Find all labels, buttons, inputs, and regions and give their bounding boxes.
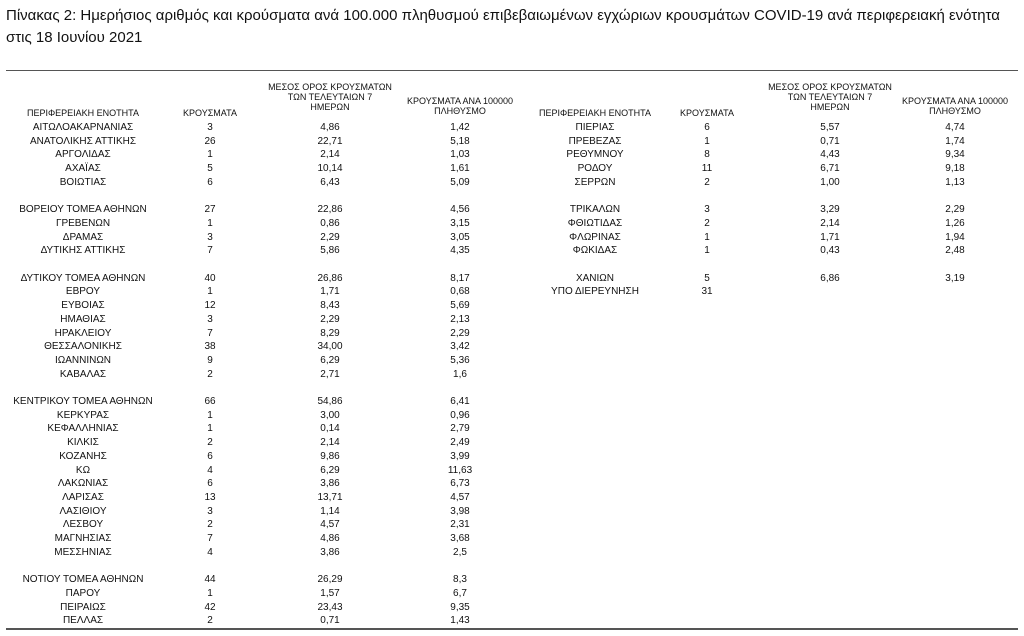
- left-row-region: ΛΑΚΩΝΙΑΣ: [57, 478, 109, 489]
- right-row-rate: 2,48: [945, 245, 965, 256]
- left-row-avg: 2,14: [320, 437, 340, 448]
- left-row-cases: 7: [207, 328, 213, 339]
- right-row-rate: 9,18: [945, 163, 965, 174]
- left-row-cases: 1: [207, 149, 213, 160]
- left-row-region: ΒΟΡΕΙΟΥ ΤΟΜΕΑ ΑΘΗΝΩΝ: [19, 204, 147, 215]
- right-row-rate: 1,94: [945, 232, 965, 243]
- left-row-cases: 4: [207, 547, 213, 558]
- left-row-region: ΑΧΑΪΑΣ: [65, 163, 101, 174]
- left-row-avg: 2,71: [320, 369, 340, 380]
- left-row-region: ΔΥΤΙΚΗΣ ΑΤΤΙΚΗΣ: [40, 245, 126, 256]
- right-row-avg: 1,00: [820, 177, 840, 188]
- right-row-rate: [890, 259, 1020, 271]
- left-row-region: ΑΡΓΟΛΙΔΑΣ: [55, 149, 111, 160]
- left-row-cases: 1: [207, 410, 213, 421]
- right-row-region: ΠΙΕΡΙΑΣ: [575, 122, 615, 133]
- right-row-cases: 1: [704, 245, 710, 256]
- left-row-region: ΚΕΝΤΡΙΚΟΥ ΤΟΜΕΑ ΑΘΗΝΩΝ: [13, 396, 153, 407]
- left-row-cases: 5: [207, 163, 213, 174]
- left-row-avg: 4,86: [320, 533, 340, 544]
- right-row-region: ΠΡΕΒΕΖΑΣ: [568, 136, 622, 147]
- left-header-avg-line3: ΗΜΕΡΩΝ: [310, 102, 350, 112]
- left-row-rate: 3,98: [450, 506, 470, 517]
- left-row-cases: 26: [204, 136, 216, 147]
- left-row-rate: 4,57: [450, 492, 470, 503]
- left-row-cases: 2: [207, 519, 213, 530]
- left-row-rate: 2,49: [450, 437, 470, 448]
- left-row-rate: 1,03: [450, 149, 470, 160]
- left-row-cases: [180, 191, 240, 203]
- right-header-rate-line1: ΚΡΟΥΣΜΑΤΑ ΑΝΑ 100000: [902, 96, 1008, 106]
- left-row-region: ΚΙΛΚΙΣ: [67, 437, 99, 448]
- left-row-region: ΔΥΤΙΚΟΥ ΤΟΜΕΑ ΑΘΗΝΩΝ: [20, 273, 146, 284]
- left-row-rate: 1,61: [450, 163, 470, 174]
- left-row-cases: 7: [207, 533, 213, 544]
- left-row-avg: 10,14: [317, 163, 343, 174]
- right-row-avg: 6,71: [820, 163, 840, 174]
- left-row-cases: 6: [207, 478, 213, 489]
- left-row-avg: 1,57: [320, 588, 340, 599]
- right-header-region: ΠΕΡΙΦΕΡΕΙΑΚΗ ΕΝΟΤΗΤΑ: [538, 108, 652, 118]
- right-header-avg-line2: ΤΩΝ ΤΕΛΕΥΤΑΙΩΝ 7: [787, 92, 873, 102]
- left-header-rate-line2: ΠΛΗΘΥΣΜΟ: [434, 106, 486, 116]
- right-row-rate: [890, 191, 1020, 203]
- bottom-rule: [6, 628, 1018, 630]
- left-row-cases: 38: [204, 341, 216, 352]
- left-row-rate: 8,17: [450, 273, 470, 284]
- right-row-region: ΦΘΙΩΤΙΔΑΣ: [567, 218, 623, 229]
- left-row-region: ΔΡΑΜΑΣ: [62, 232, 104, 243]
- left-row-rate: 2,29: [450, 328, 470, 339]
- right-header-cases: ΚΡΟΥΣΜΑΤΑ: [680, 108, 734, 118]
- right-row-avg: 3,29: [820, 204, 840, 215]
- left-row-rate: 2,31: [450, 519, 470, 530]
- left-row-region: ΙΩΑΝΝΙΝΩΝ: [54, 355, 112, 366]
- right-header-avg-line3: ΗΜΕΡΩΝ: [810, 102, 850, 112]
- left-row-rate: 5,09: [450, 177, 470, 188]
- left-row-region: ΚΟΖΑΝΗΣ: [59, 451, 107, 462]
- left-header-rate-line1: ΚΡΟΥΣΜΑΤΑ ΑΝΑ 100000: [407, 96, 513, 106]
- right-row-cases: 2: [704, 177, 710, 188]
- left-header-avg-line2: ΤΩΝ ΤΕΛΕΥΤΑΙΩΝ 7: [287, 92, 373, 102]
- right-row-avg: 4,43: [820, 149, 840, 160]
- left-row-rate: [395, 191, 525, 203]
- left-row-avg: 23,43: [317, 602, 343, 613]
- left-row-cases: [180, 560, 240, 572]
- left-row-rate: 6,41: [450, 396, 470, 407]
- right-row-region: [520, 191, 670, 203]
- left-row-region: [8, 259, 158, 271]
- left-row-cases: 7: [207, 245, 213, 256]
- right-row-cases: 5: [704, 273, 710, 284]
- left-header-cases: ΚΡΟΥΣΜΑΤΑ: [183, 108, 237, 118]
- top-rule: [6, 70, 1018, 71]
- left-row-cases: 3: [207, 314, 213, 325]
- left-row-avg: 0,86: [320, 218, 340, 229]
- left-row-region: ΕΥΒΟΙΑΣ: [61, 300, 105, 311]
- left-row-region: ΚΕΡΚΥΡΑΣ: [56, 410, 110, 421]
- left-row-avg: 2,29: [320, 314, 340, 325]
- left-row-region: ΗΡΑΚΛΕΙΟΥ: [54, 328, 112, 339]
- left-row-rate: 3,68: [450, 533, 470, 544]
- left-row-avg: [265, 259, 395, 271]
- left-row-avg: 3,86: [320, 478, 340, 489]
- right-header-rate-line2: ΠΛΗΘΥΣΜΟ: [929, 106, 981, 116]
- left-row-cases: 27: [204, 204, 216, 215]
- right-row-rate: 2,29: [945, 204, 965, 215]
- right-row-region: ΦΩΚΙΔΑΣ: [572, 245, 618, 256]
- left-row-avg: 22,71: [317, 136, 343, 147]
- left-row-rate: 8,3: [453, 574, 467, 585]
- left-row-rate: 0,68: [450, 286, 470, 297]
- left-row-cases: 12: [204, 300, 216, 311]
- left-row-region: ΛΑΡΙΣΑΣ: [62, 492, 104, 503]
- left-row-cases: 42: [204, 602, 216, 613]
- left-row-region: ΗΜΑΘΙΑΣ: [60, 314, 106, 325]
- left-row-rate: 6,73: [450, 478, 470, 489]
- page-title: Πίνακας 2: Ημερήσιος αριθμός και κρούσματα ανά 100.000 πληθυσμού επιβεβαιωμένων εγχώριων κρουσμάτων COVID-19 ανά περιφερειακή ενότητα στις 18 Ιουνίου 2021: [6, 7, 1000, 46]
- left-row-region: ΚΩ: [75, 465, 91, 476]
- left-row-cases: [180, 382, 240, 394]
- left-row-rate: 2,79: [450, 423, 470, 434]
- left-row-cases: 2: [207, 437, 213, 448]
- left-row-region: ΚΕΦΑΛΛΗΝΙΑΣ: [47, 423, 119, 434]
- right-row-cases: 8: [704, 149, 710, 160]
- left-row-rate: 3,99: [450, 451, 470, 462]
- right-row-cases: 2: [704, 218, 710, 229]
- right-row-cases: 1: [704, 136, 710, 147]
- left-row-avg: 13,71: [317, 492, 343, 503]
- left-row-cases: 9: [207, 355, 213, 366]
- left-row-avg: [265, 191, 395, 203]
- left-row-cases: 4: [207, 465, 213, 476]
- left-row-region: ΠΕΙΡΑΙΩΣ: [60, 602, 106, 613]
- right-row-cases: 6: [704, 122, 710, 133]
- left-row-rate: 4,35: [450, 245, 470, 256]
- left-row-cases: 3: [207, 122, 213, 133]
- right-row-rate: 1,74: [945, 136, 965, 147]
- right-row-avg: [765, 286, 895, 298]
- right-header-avg-line1: ΜΕΣΟΣ ΟΡΟΣ ΚΡΟΥΣΜΑΤΩΝ: [768, 82, 892, 92]
- right-row-region: ΧΑΝΙΩΝ: [575, 273, 615, 284]
- left-row-rate: 3,05: [450, 232, 470, 243]
- left-row-region: [8, 191, 158, 203]
- left-row-rate: 5,36: [450, 355, 470, 366]
- left-row-rate: [395, 560, 525, 572]
- left-row-avg: 6,29: [320, 465, 340, 476]
- left-row-cases: 1: [207, 423, 213, 434]
- left-row-region: ΛΑΣΙΘΙΟΥ: [59, 506, 107, 517]
- right-row-region: ΦΛΩΡΙΝΑΣ: [569, 232, 621, 243]
- left-row-region: [8, 382, 158, 394]
- left-row-rate: [395, 382, 525, 394]
- left-row-region: ΘΕΣΣΑΛΟΝΙΚΗΣ: [44, 341, 122, 352]
- left-row-rate: 2,5: [453, 547, 467, 558]
- left-row-region: ΑΙΤΩΛΟΑΚΑΡΝΑΝΙΑΣ: [32, 122, 134, 133]
- right-row-rate: 4,74: [945, 122, 965, 133]
- left-row-avg: 2,14: [320, 149, 340, 160]
- right-header-avg: [765, 82, 895, 112]
- left-row-region: ΒΟΙΩΤΙΑΣ: [59, 177, 107, 188]
- left-row-avg: 2,29: [320, 232, 340, 243]
- left-row-region: ΜΑΓΝΗΣΙΑΣ: [54, 533, 112, 544]
- left-row-cases: 1: [207, 286, 213, 297]
- left-row-region: ΠΑΡΟΥ: [65, 588, 101, 599]
- left-row-avg: 3,00: [320, 410, 340, 421]
- left-row-cases: 1: [207, 588, 213, 599]
- left-row-cases: 6: [207, 177, 213, 188]
- left-row-cases: 2: [207, 615, 213, 626]
- left-row-avg: 6,43: [320, 177, 340, 188]
- left-row-cases: 44: [204, 574, 216, 585]
- left-row-rate: 3,42: [450, 341, 470, 352]
- left-row-avg: 8,29: [320, 328, 340, 339]
- left-row-rate: 3,15: [450, 218, 470, 229]
- right-header-rate: [890, 96, 1020, 116]
- left-row-region: ΕΒΡΟΥ: [65, 286, 101, 297]
- left-row-avg: [265, 560, 395, 572]
- right-row-region: ΣΕΡΡΩΝ: [574, 177, 616, 188]
- right-row-avg: [765, 259, 895, 271]
- left-row-avg: 8,43: [320, 300, 340, 311]
- right-row-region: [520, 259, 670, 271]
- left-row-avg: [265, 382, 395, 394]
- left-row-avg: 5,86: [320, 245, 340, 256]
- left-row-rate: 5,69: [450, 300, 470, 311]
- left-row-cases: 13: [204, 492, 216, 503]
- left-row-rate: 11,63: [447, 465, 473, 476]
- left-row-region: [8, 560, 158, 572]
- left-row-avg: 0,14: [320, 423, 340, 434]
- left-row-cases: [180, 259, 240, 271]
- left-row-avg: 9,86: [320, 451, 340, 462]
- left-row-region: ΚΑΒΑΛΑΣ: [59, 369, 107, 380]
- left-row-cases: 40: [204, 273, 216, 284]
- left-row-avg: 1,14: [320, 506, 340, 517]
- left-row-rate: 2,13: [450, 314, 470, 325]
- right-row-cases: 31: [701, 286, 713, 297]
- right-row-cases: 11: [701, 163, 713, 174]
- right-row-avg: 0,71: [820, 136, 840, 147]
- right-row-avg: 5,57: [820, 122, 840, 133]
- left-row-avg: 0,71: [320, 615, 340, 626]
- left-header-region: ΠΕΡΙΦΕΡΕΙΑΚΗ ΕΝΟΤΗΤΑ: [26, 108, 140, 118]
- left-row-rate: 1,43: [450, 615, 470, 626]
- left-row-rate: [395, 259, 525, 271]
- right-row-region: ΥΠΟ ΔΙΕΡΕΥΝΗΣΗ: [551, 286, 639, 297]
- right-row-rate: [890, 286, 1020, 298]
- left-row-cases: 66: [204, 396, 216, 407]
- left-row-rate: 1,6: [453, 369, 467, 380]
- left-row-rate: 0,96: [450, 410, 470, 421]
- right-row-cases: 3: [704, 204, 710, 215]
- left-row-cases: 3: [207, 506, 213, 517]
- left-row-avg: 4,86: [320, 122, 340, 133]
- left-row-region: ΑΝΑΤΟΛΙΚΗΣ ΑΤΤΙΚΗΣ: [29, 136, 137, 147]
- left-row-avg: 4,57: [320, 519, 340, 530]
- left-row-avg: 26,86: [317, 273, 343, 284]
- left-row-avg: 54,86: [317, 396, 343, 407]
- left-row-region: ΠΕΛΛΑΣ: [62, 615, 104, 626]
- left-header-avg: [265, 82, 395, 112]
- left-row-region: ΜΕΣΣΗΝΙΑΣ: [54, 547, 112, 558]
- right-row-region: ΤΡΙΚΑΛΩΝ: [569, 204, 621, 215]
- right-row-avg: [765, 191, 895, 203]
- left-row-rate: 5,18: [450, 136, 470, 147]
- left-row-cases: 6: [207, 451, 213, 462]
- left-row-avg: 3,86: [320, 547, 340, 558]
- left-row-cases: 1: [207, 218, 213, 229]
- left-row-cases: 2: [207, 369, 213, 380]
- right-row-cases: 1: [704, 232, 710, 243]
- left-row-avg: 22,86: [317, 204, 343, 215]
- left-header-rate: [395, 96, 525, 116]
- left-row-region: ΛΕΣΒΟΥ: [62, 519, 104, 530]
- right-row-region: ΡΟΔΟΥ: [577, 163, 613, 174]
- right-row-avg: 0,43: [820, 245, 840, 256]
- left-header-avg-line1: ΜΕΣΟΣ ΟΡΟΣ ΚΡΟΥΣΜΑΤΩΝ: [268, 82, 392, 92]
- right-row-avg: 2,14: [820, 218, 840, 229]
- right-row-rate: 1,13: [945, 177, 965, 188]
- left-row-rate: 9,35: [450, 602, 470, 613]
- left-row-region: ΝΟΤΙΟΥ ΤΟΜΕΑ ΑΘΗΝΩΝ: [22, 574, 144, 585]
- left-row-rate: 1,42: [450, 122, 470, 133]
- left-row-avg: 6,29: [320, 355, 340, 366]
- left-row-rate: 4,56: [450, 204, 470, 215]
- left-row-avg: 1,71: [320, 286, 340, 297]
- right-row-region: ΡΕΘΥΜΝΟΥ: [566, 149, 624, 160]
- left-row-region: ΓΡΕΒΕΝΩΝ: [55, 218, 111, 229]
- right-row-cases: [677, 191, 737, 203]
- left-row-avg: 34,00: [317, 341, 343, 352]
- right-row-rate: 1,26: [945, 218, 965, 229]
- right-row-avg: 1,71: [820, 232, 840, 243]
- left-row-rate: 6,7: [453, 588, 467, 599]
- right-row-cases: [677, 259, 737, 271]
- right-row-rate: 9,34: [945, 149, 965, 160]
- left-row-avg: 26,29: [317, 574, 343, 585]
- right-row-rate: 3,19: [945, 273, 965, 284]
- left-row-cases: 3: [207, 232, 213, 243]
- right-row-avg: 6,86: [820, 273, 840, 284]
